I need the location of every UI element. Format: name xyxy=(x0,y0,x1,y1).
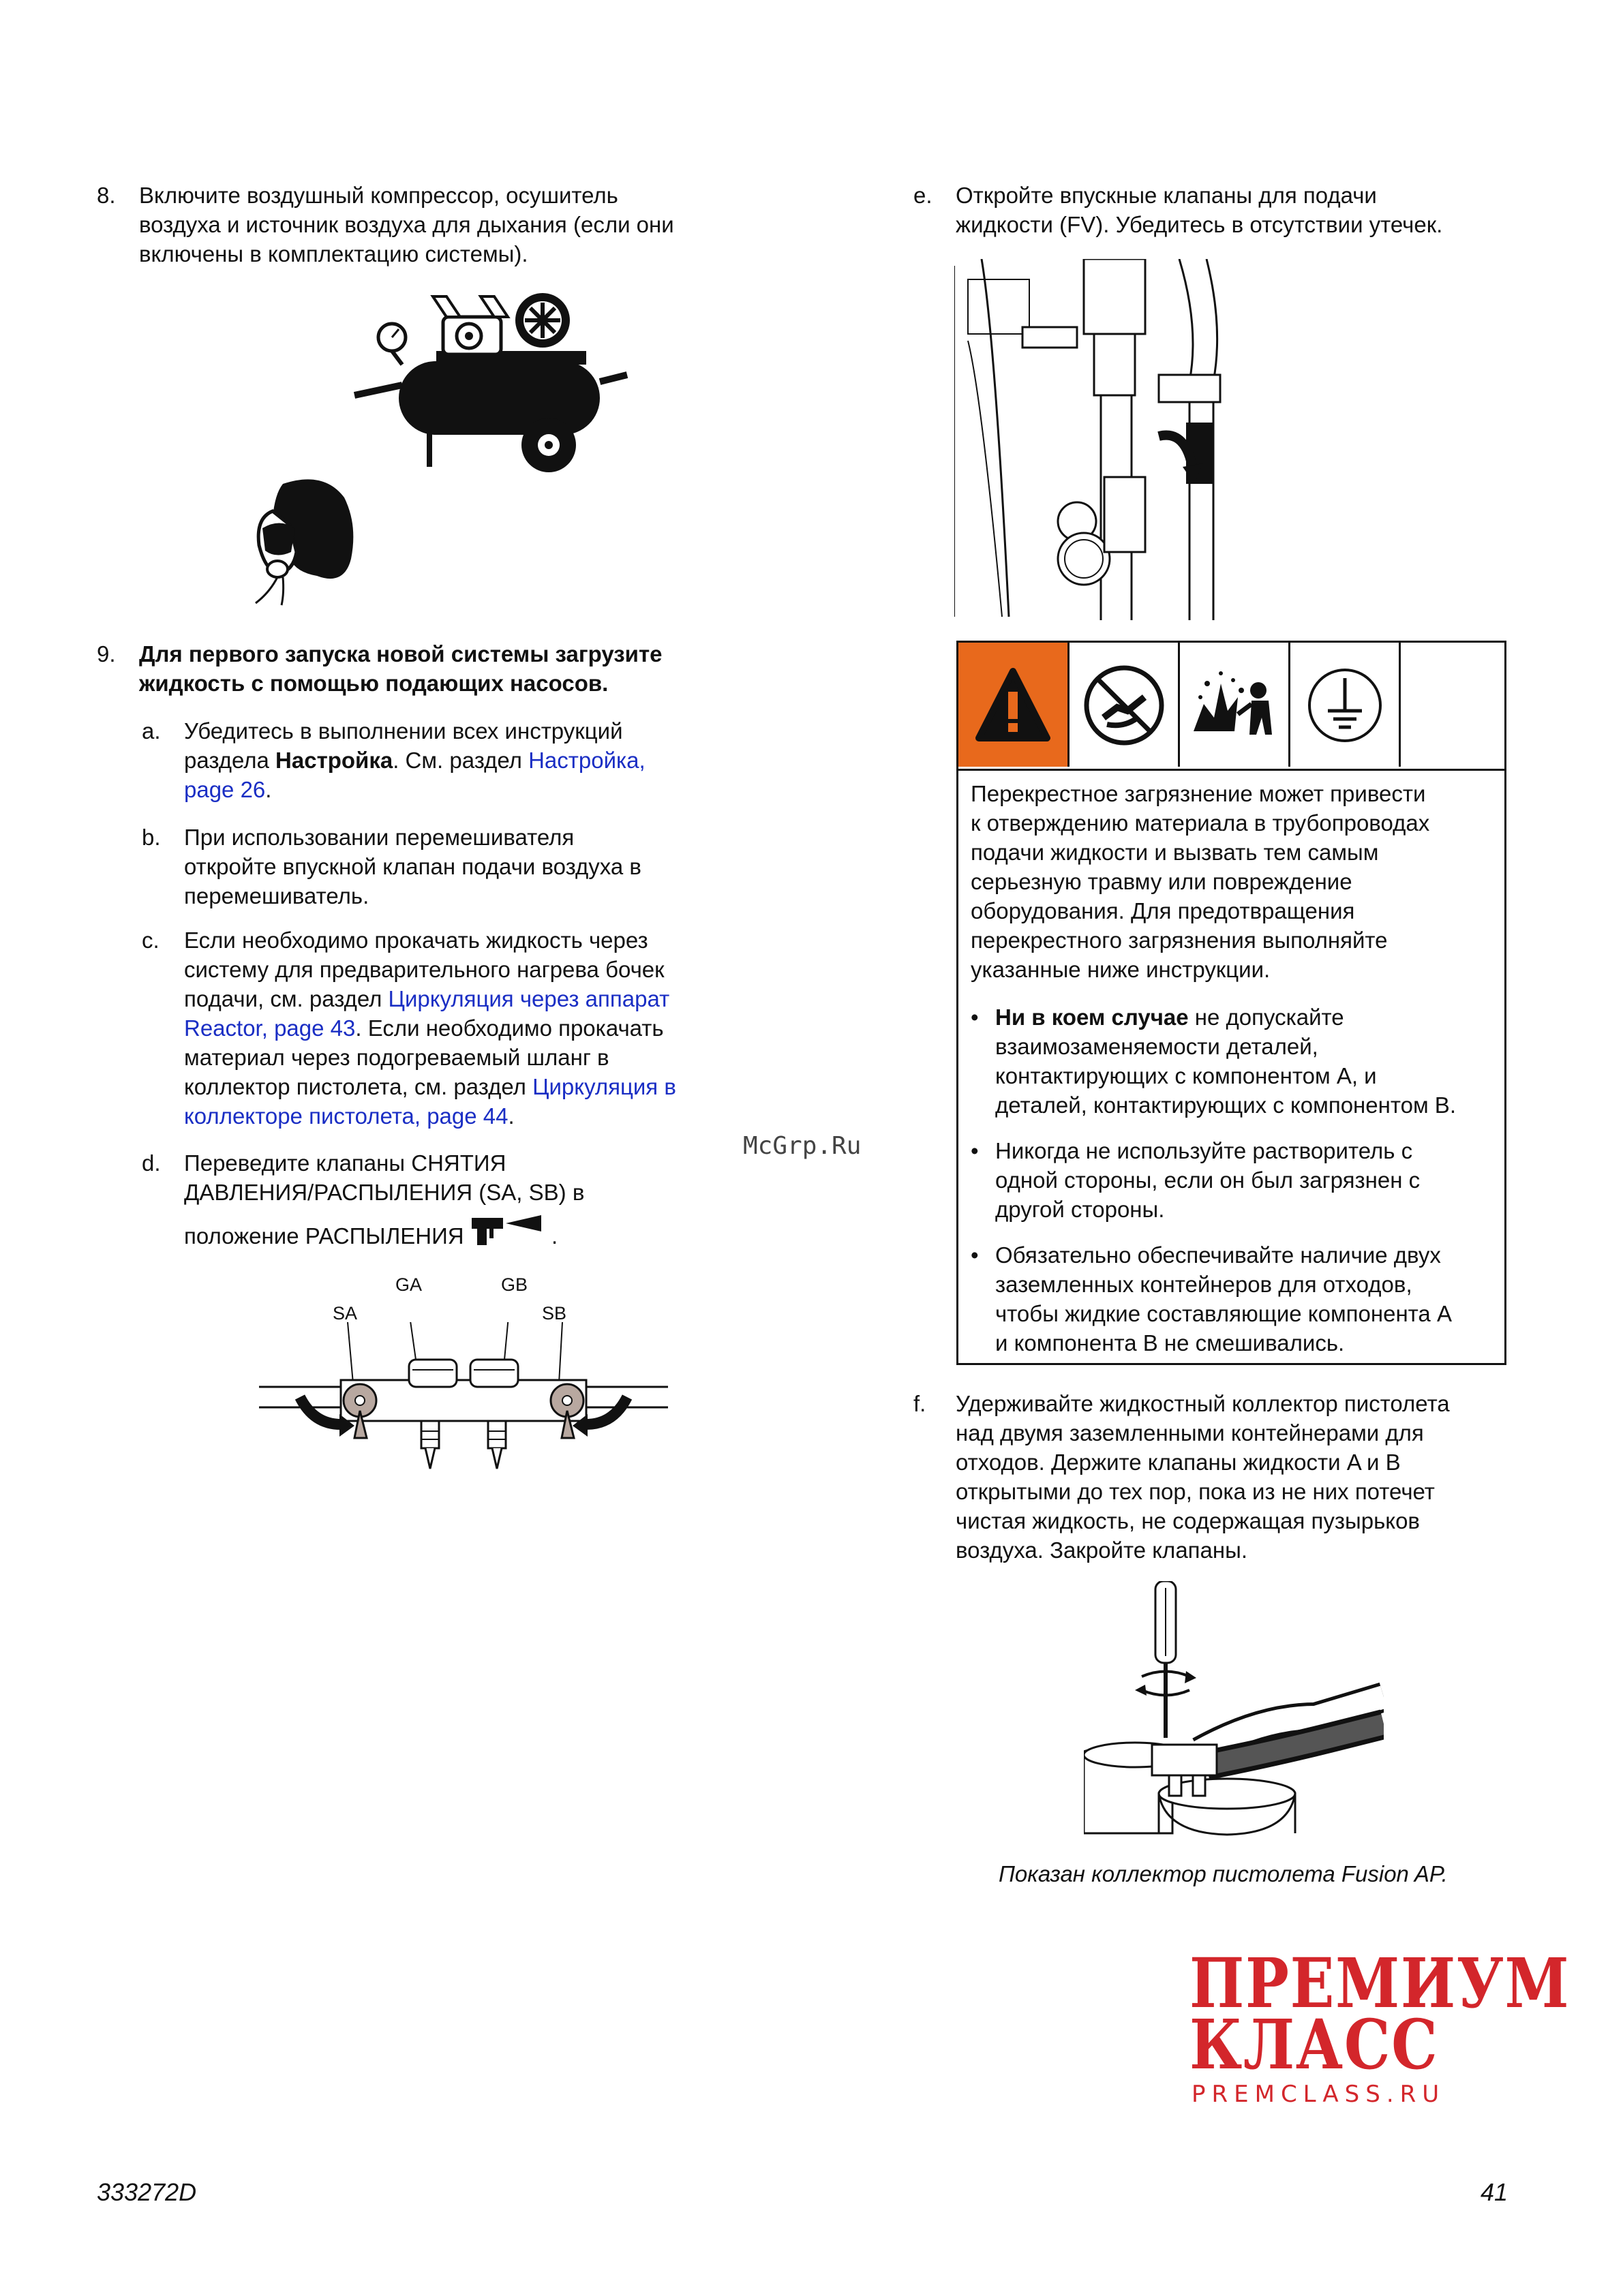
spray-gun-icon xyxy=(470,1214,545,1246)
warning-triangle-cell xyxy=(958,643,1070,767)
figure-caption: Показан коллектор пистолета Fusion AP. xyxy=(999,1861,1448,1886)
step-number: 9. xyxy=(97,641,116,667)
respirator-mask-illustration xyxy=(242,470,365,607)
air-compressor-illustration xyxy=(341,276,634,474)
ground-icon xyxy=(1290,643,1399,765)
label-ga: GA xyxy=(395,1274,423,1295)
link-circulation-manifold[interactable]: Циркуляция в xyxy=(532,1074,676,1099)
step-number: 8. xyxy=(97,183,116,208)
logo-line-2: КЛАСС xyxy=(1189,2004,1439,2085)
gun-manifold-illustration xyxy=(259,1322,668,1479)
step-text: Для первого запуска новой системы загрузите жидкость с помощью подающих насосов. xyxy=(139,641,663,696)
label-sa: SA xyxy=(333,1303,358,1323)
label-gb: GB xyxy=(501,1274,528,1295)
link-page-44[interactable]: коллекторе пистолета, page 44 xyxy=(184,1103,509,1129)
warning-triangle-icon xyxy=(958,643,1067,765)
label-sb: SB xyxy=(542,1303,567,1323)
logo-line-1: ПРЕМИУМ xyxy=(1189,1943,1571,2023)
link-setup[interactable]: Настройка, xyxy=(528,748,646,773)
no-hand-injection-icon xyxy=(1070,643,1179,765)
ground-cell xyxy=(1290,643,1401,767)
watermark: McGrp.Ru xyxy=(743,1132,862,1160)
logo-subtitle: PREMCLASS.RU xyxy=(1192,2081,1446,2108)
explosion-hazard-icon xyxy=(1180,643,1289,765)
no-hands-cell xyxy=(1070,643,1180,767)
warning-paragraph: Перекрестное загрязнение может привести к отверждению материала в трубопроводах подачи жидкости и вызвать тем самым серьезную травму или повреждение оборудования. Для предотвращения перекрестного загрязнения выполняйте указанные ниже инструкции. xyxy=(971,781,1430,982)
link-page-43[interactable]: Reactor, page 43 xyxy=(184,1015,356,1041)
footer-doc-number: 333272D xyxy=(97,2178,197,2206)
step-text: Включите воздушный компрессор, осушитель воздуха и источник воздуха для дыхания (если они включены в комплектацию системы). xyxy=(139,183,674,266)
explosion-cell xyxy=(1180,643,1290,767)
fluid-inlet-valve-illustration xyxy=(954,259,1241,620)
warning-icons-row xyxy=(958,643,1504,771)
warning-box: Перекрестное загрязнение может привести к отверждению материала в трубопроводах подачи жидкости и вызвать тем самым серьезную травму или повреждение оборудования. Для предотвращения перекрестного загрязнения выполняйте указанные ниже инструкции. • Ни в коем случае не допускайте взаимозаменяемости деталей, контактирующих с компонентом A, и деталей, контактирующих с компонентом B. • Никогда не используйте растворитель с одной стороны, если он был загрязнен с другой стороны. • Обязательно обеспечивайте наличие двух заземленных контейнеров для отходов, чтобы жидкие составляющие компонента A и компонента B не смешивались. xyxy=(956,641,1506,1365)
footer-page-number: 41 xyxy=(1481,2178,1508,2206)
link-circulation-reactor[interactable]: Циркуляция через аппарат xyxy=(388,986,670,1011)
gun-manifold-purge-illustration xyxy=(1084,1581,1384,1840)
link-page-26[interactable]: page 26 xyxy=(184,777,266,802)
